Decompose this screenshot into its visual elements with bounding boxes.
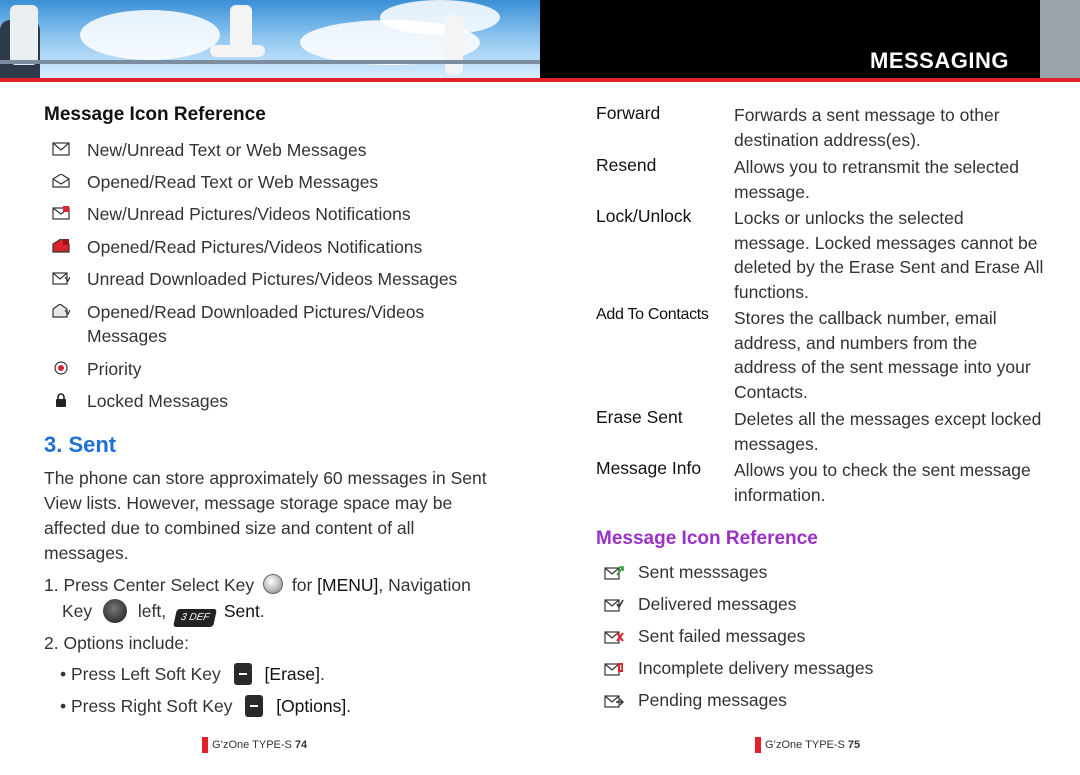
definition-term: Add To Contacts	[596, 306, 709, 323]
footer-brand: G’zOne TYPE-S	[212, 739, 292, 751]
footer-left	[202, 737, 307, 753]
icon-ref-label: Priority	[87, 359, 142, 379]
bullet2-prefix: • Press Right Soft Key	[60, 696, 233, 716]
icon-ref-label: Opened/Read Downloaded Pictures/Videos Messages	[87, 302, 425, 346]
navigation-key-icon	[103, 599, 127, 623]
options-label: [Options]	[276, 696, 347, 716]
icon-ref-label: Opened/Read Text or Web Messages	[87, 172, 379, 192]
step1-prefix: 1. Press Center Select Key	[44, 575, 255, 595]
definition-forward	[596, 103, 1046, 153]
sent-status-label: Sent messsages	[638, 562, 768, 582]
sent-status-item	[604, 626, 805, 647]
step1-end: .	[259, 601, 265, 621]
key-3-def-icon: 3 DEF	[173, 609, 217, 627]
step-2: 2. Options include:	[44, 633, 189, 653]
definition-message-info	[596, 458, 1046, 508]
right-soft-key-icon	[245, 695, 263, 717]
left-icon-reference-heading: Message Icon Reference	[44, 104, 266, 125]
step-1	[44, 572, 471, 598]
bullet-options	[60, 695, 351, 717]
definition-term: Message Info	[596, 458, 702, 478]
footer-red-mark	[202, 737, 208, 753]
erase-label: [Erase]	[264, 664, 320, 684]
header-photo-banner	[0, 0, 540, 80]
sent-status-label: Pending messages	[638, 690, 787, 710]
sent-status-label: Sent failed messages	[638, 626, 806, 646]
download-envelope-unread-icon	[52, 271, 70, 285]
icon-ref-item	[52, 389, 477, 413]
envelope-open-icon	[52, 174, 70, 188]
icon-ref-label: Locked Messages	[87, 391, 229, 411]
definition-lock-unlock	[596, 206, 1046, 306]
sent-status-label: Delivered messages	[638, 594, 797, 614]
footer-right	[755, 737, 860, 753]
icon-ref-label: Unread Downloaded Pictures/Videos Messages	[87, 269, 458, 289]
bullet2-end: .	[346, 696, 352, 716]
bullet-erase	[60, 663, 325, 685]
step1-key: Key	[62, 601, 93, 621]
priority-icon	[52, 361, 70, 375]
left-soft-key-icon	[234, 663, 252, 685]
step1-navigation: , Navigation	[378, 575, 471, 595]
section-title: MESSAGING	[870, 48, 1009, 73]
definition-desc: Stores the callback number, email address, and numbers from the address of the sent message into your Contacts.	[734, 308, 1031, 402]
icon-ref-item	[52, 138, 477, 162]
sent-failed-icon	[604, 630, 624, 644]
step-1-cont	[62, 598, 265, 627]
definition-desc: Allows you to retransmit the selected message.	[734, 157, 1019, 202]
definition-term: Erase Sent	[596, 407, 683, 427]
sent-status-item	[604, 562, 767, 583]
definition-term: Lock/Unlock	[596, 206, 692, 226]
definition-desc: Locks or unlocks the selected message. Locked messages cannot be deleted by the Erase Sent and Erase All functions.	[734, 208, 1044, 302]
center-select-key-icon	[263, 574, 283, 594]
step1-for: for	[291, 575, 313, 595]
sent-status-item	[604, 594, 797, 615]
sent-status-label: Incomplete delivery messages	[638, 658, 874, 678]
definition-term: Forward	[596, 103, 661, 123]
picture-envelope-read-icon	[52, 239, 70, 253]
sent-icon	[604, 566, 624, 580]
icon-ref-item	[52, 357, 477, 381]
picture-envelope-new-icon	[52, 206, 70, 220]
icon-ref-label: Opened/Read Pictures/Videos Notifications	[87, 237, 423, 257]
definition-desc: Allows you to check the sent message information.	[734, 460, 1031, 505]
sent-status-item	[604, 658, 873, 679]
bullet1-end: .	[319, 664, 325, 684]
definition-term: Resend	[596, 155, 657, 175]
menu-label: [MENU]	[317, 575, 379, 595]
footer-red-mark	[755, 737, 761, 753]
download-envelope-read-icon	[52, 304, 70, 318]
sent-status-item	[604, 690, 787, 711]
sent-heading: 3. Sent	[44, 432, 117, 457]
definition-erase-sent	[596, 407, 1046, 457]
delivered-icon	[604, 598, 624, 612]
icon-ref-item	[52, 235, 477, 259]
header-grey-tab	[1040, 0, 1080, 80]
icon-ref-item	[52, 170, 477, 194]
icon-ref-item	[52, 202, 477, 226]
envelope-closed-icon	[52, 142, 70, 156]
incomplete-delivery-icon	[604, 662, 624, 676]
icon-ref-item	[52, 300, 477, 348]
header-red-rule	[0, 78, 1080, 82]
icon-ref-item	[52, 267, 477, 291]
icon-ref-label: New/Unread Pictures/Videos Notifications	[87, 204, 411, 224]
sent-label: Sent	[223, 601, 260, 621]
page-number: 74	[294, 739, 308, 751]
definition-desc: Deletes all the messages except locked messages.	[734, 409, 1042, 454]
page-number: 75	[847, 739, 861, 751]
right-icon-reference-heading: Message Icon Reference	[596, 528, 818, 549]
pending-icon	[604, 694, 624, 708]
sent-paragraph: The phone can store approximately 60 messages in Sent View lists. However, message storage space may be affected due to combined size and content of all messages.	[44, 468, 487, 563]
step1-left: left,	[137, 601, 167, 621]
definition-desc: Forwards a sent message to other destination address(es).	[734, 105, 1000, 150]
icon-ref-label: New/Unread Text or Web Messages	[87, 140, 367, 160]
definition-add-to-contacts	[596, 306, 1046, 406]
definition-resend	[596, 155, 1046, 205]
lock-icon	[52, 393, 70, 407]
bullet1-prefix: • Press Left Soft Key	[60, 664, 221, 684]
footer-brand: G’zOne TYPE-S	[765, 739, 845, 751]
